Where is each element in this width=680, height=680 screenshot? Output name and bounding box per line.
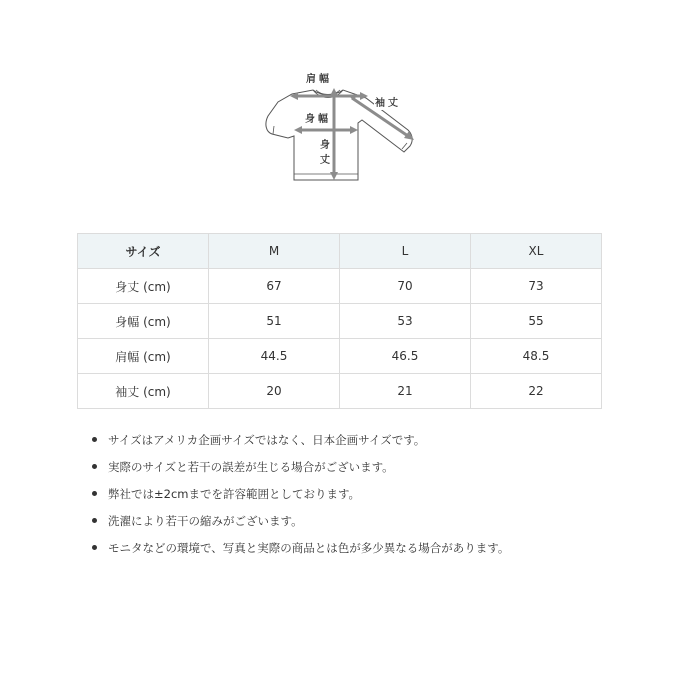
- list-item: [92, 538, 509, 565]
- row-label: 身幅 (cm): [78, 304, 209, 339]
- table-cell: 51: [209, 304, 340, 339]
- row-label: 肩幅 (cm): [78, 339, 209, 374]
- shoulder-width-label: 肩幅: [306, 74, 332, 85]
- bullet-icon: [92, 437, 97, 442]
- notes-list: [92, 430, 509, 565]
- table-cell: 55: [471, 304, 602, 339]
- table-cell: 46.5: [340, 339, 471, 374]
- list-item: [92, 457, 509, 484]
- table-cell: 22: [471, 374, 602, 409]
- body-length-label-2: 丈: [319, 153, 331, 169]
- note-text: 洗濯により若干の縮みがございます。: [108, 514, 303, 528]
- header-size: サイズ: [78, 234, 209, 269]
- table-row: [78, 374, 602, 409]
- shirt-measurement-diagram: [258, 68, 428, 190]
- table-cell: 70: [340, 269, 471, 304]
- table-cell: 21: [340, 374, 471, 409]
- table-row: [78, 304, 602, 339]
- table-header-row: [78, 234, 602, 269]
- table-row: [78, 339, 602, 374]
- note-text: 実際のサイズと若干の誤差が生じる場合がございます。: [108, 460, 394, 474]
- table-cell: 20: [209, 374, 340, 409]
- note-text: 弊社では±2cmまでを許容範囲としております。: [108, 487, 361, 501]
- header-xl: XL: [471, 234, 602, 269]
- list-item: [92, 484, 509, 511]
- chest-width-label: 身幅: [305, 114, 331, 125]
- shirt-outline-icon: [258, 68, 428, 190]
- note-text: モニタなどの環境で、写真と実際の商品とは色が多少異なる場合があります。: [108, 541, 510, 555]
- table-cell: 48.5: [471, 339, 602, 374]
- size-chart-table: [77, 233, 602, 409]
- table-cell: 73: [471, 269, 602, 304]
- row-label: 身丈 (cm): [78, 269, 209, 304]
- header-m: M: [209, 234, 340, 269]
- bullet-icon: [92, 464, 97, 469]
- bullet-icon: [92, 491, 97, 496]
- list-item: [92, 430, 509, 457]
- bullet-icon: [92, 545, 97, 550]
- table-cell: 44.5: [209, 339, 340, 374]
- body-length-label-1: 身: [319, 138, 331, 154]
- table-cell: 67: [209, 269, 340, 304]
- table-row: [78, 269, 602, 304]
- note-text: サイズはアメリカ企画サイズではなく、日本企画サイズです。: [108, 433, 426, 447]
- header-l: L: [340, 234, 471, 269]
- row-label: 袖丈 (cm): [78, 374, 209, 409]
- bullet-icon: [92, 518, 97, 523]
- table-cell: 53: [340, 304, 471, 339]
- list-item: [92, 511, 509, 538]
- sleeve-length-label: 袖丈: [375, 98, 401, 109]
